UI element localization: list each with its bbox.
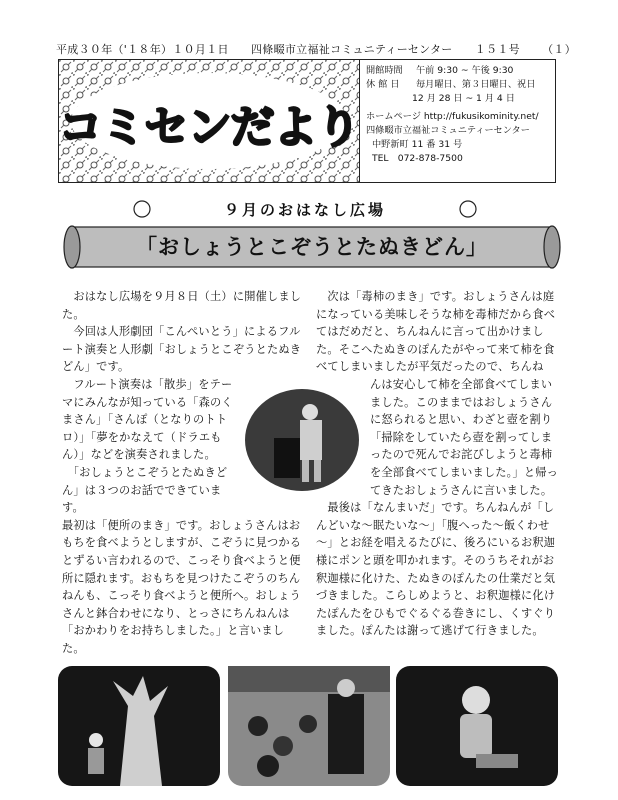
masthead [58, 59, 360, 183]
telephone: TEL 072-878-7500 [372, 153, 463, 164]
info-box [360, 59, 556, 183]
issue-number: １５１号 [474, 43, 520, 56]
closed-value-2: 12 月 28 日 ~ 1 月 4 日 [412, 93, 515, 104]
left-paragraph-2: 今回は人形劇団「こんぺいとう」によるフルート演奏と人形劇「おしょうとこぞうとたぬきどん」です。 [62, 325, 302, 374]
title-scroll [62, 222, 562, 272]
organization: 四條畷市立福祉コミュニティーセンター [366, 125, 530, 136]
hours-value: 午前 9:30 ~ 午後 9:30 [416, 65, 514, 76]
event-banner [130, 198, 480, 222]
left-paragraph-1: おはなし広場を９月８日（土）に開催しました。 [62, 290, 302, 321]
event-banner-text: ９月のおはなし広場 [223, 201, 386, 219]
left-paragraph-4: 「おしょうとこぞうとたぬきどん」は３つのお話でできています。 [62, 465, 228, 515]
closed-label: 休 館 日 [366, 79, 400, 90]
right-paragraph-3: 最後は「なんまいだ」です。ちんねんが「しんどいな～眠たいな～」「腹へった～飯くわせ～」とお経を唱えるたびに、後ろにいるお釈迦様にポンと頭を叩かれます。そのうちそれがお釈迦様に化けた、たぬきのぽんたの仕業だと気づきました。こらしめようと、お釈迦様に化けたぽんたをひもでぐるぐる巻きにし、くすぐりました。ぽんたは謝って逃げて行きました。 [316, 501, 556, 638]
issue-date: 平成３０年（'１８年）１０月１日 [56, 43, 229, 56]
photo-audience [228, 666, 390, 786]
right-paragraph-1: 次は「毒柿のまき」です。おしょうさんは庭になっている美味しそうな柿を毒柿だから食べてはだめだと、ちんねんに言って出かけました。そこへたぬきのぽんたがやって来て柿を食べてしまいましたが平気だったので、ちんね [316, 290, 556, 374]
hours-label: 開館時間 [366, 65, 403, 76]
photo-puppet-monk [396, 666, 558, 786]
left-paragraph-3: フルート演奏は「散歩」をテーマにみんなが知っている「森のくまさん」「さんぽ（となりのトトロ）」「夢をかなえて（ドラエもん）」などを演奏されました。 [62, 377, 233, 462]
publisher: 四條畷市立福祉コミュニティーセンター [250, 43, 453, 56]
address: 中野新町 11 番 31 号 [372, 139, 463, 150]
left-paragraph-5: 最初は「便所のまき」です。おしょうさんはおもちを食べようとしますが、こぞうに見つかるとずるい言われるので、こっそり食べようと便所に隠れます。おもちを見つけたこぞうのちんねんも、こっそり食べようと便所へ。おしょうさんと鉢合わせになり、とっさにちんねんは「おかわりをお持ちしました。」と言いました。 [62, 518, 302, 655]
homepage-link[interactable]: ホームページ http://fukusikominity.net/ [366, 111, 539, 122]
header-line [56, 41, 576, 57]
page-number: （１） [542, 43, 576, 56]
photo-flute-performer [244, 388, 360, 492]
masthead-title: コミセンだより [59, 102, 359, 153]
closed-value: 毎月曜日、第３日曜日、祝日 [416, 79, 536, 90]
event-title: 「おしょうとこぞうとたぬきどん」 [136, 235, 488, 259]
right-paragraph-2: んは安心して柿を全部食べてしまいました。このままではおしょうさんに怒られると思い、わざと壺を割り「掃除をしていたら壺を割ってしまったので死んでお詫びしようと毒柿を全部食べてしまいました。」と帰ってきたおしょうさんに言いました。 [370, 377, 558, 497]
photo-puppet-tree [58, 666, 220, 786]
